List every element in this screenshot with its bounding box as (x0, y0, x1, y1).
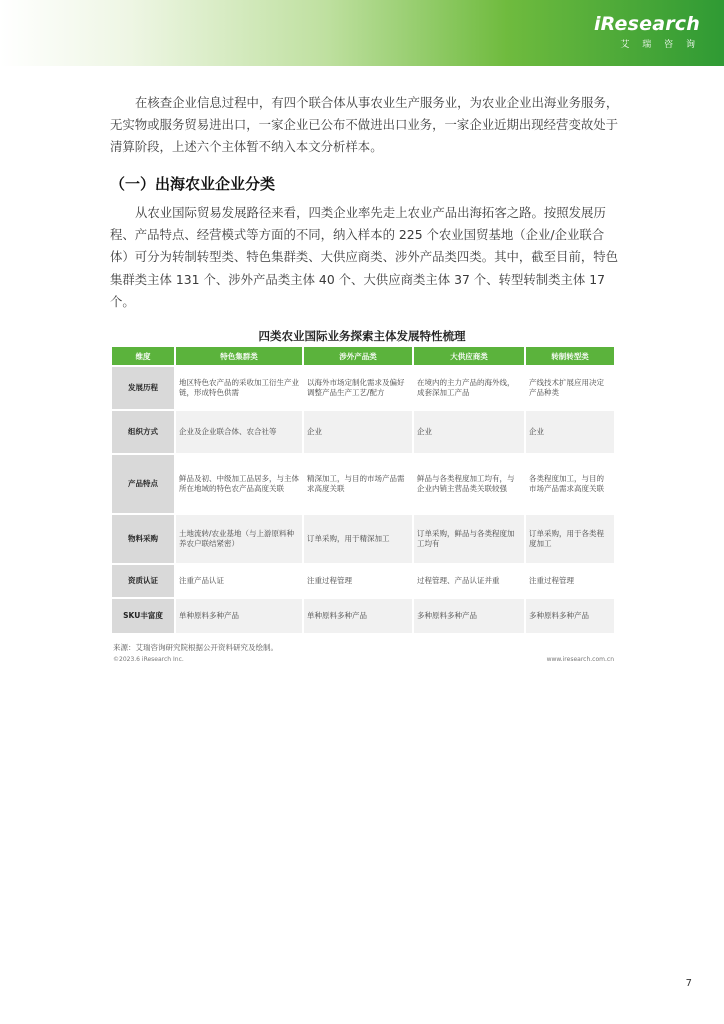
table-cell: 鲜品及初、中级加工品居多，与主体所在地域的特色农产品高度关联 (175, 454, 303, 514)
table-cell: 以海外市场定制化需求及偏好调整产品生产工艺/配方 (303, 366, 413, 410)
table-cell: 土地流转/农业基地（与上游原料种养农户联结紧密） (175, 514, 303, 564)
table-cell: 企业 (413, 410, 525, 454)
table-row (111, 454, 615, 514)
table-cell: 企业 (525, 410, 615, 454)
table-cell: 过程管理、产品认证并重 (413, 564, 525, 598)
logo-subtitle: 艾 瑞 咨 询 (620, 40, 700, 50)
header-cluster: 特色集群类 (175, 346, 303, 366)
table-cell: 产线技术扩展应用决定产品种类 (525, 366, 615, 410)
table-row (111, 366, 615, 410)
table-cell: 单种原料多种产品 (303, 598, 413, 634)
source-note: 来源：艾瑞咨询研究院根据公开资料研究及绘制。 (113, 643, 278, 652)
table-cell: 企业及企业联合体、农合社等 (175, 410, 303, 454)
header-band (0, 0, 724, 66)
header-transition: 转制转型类 (525, 346, 615, 366)
table-header-row (111, 346, 615, 366)
row-dimension: 产品特点 (111, 454, 175, 514)
row-dimension: 资质认证 (111, 564, 175, 598)
table-cell: 单种原料多种产品 (175, 598, 303, 634)
header-supplier: 大供应商类 (413, 346, 525, 366)
table-row (111, 564, 615, 598)
characteristics-table (110, 345, 616, 635)
table-title: 四类农业国际业务探索主体发展特性梳理 (258, 329, 466, 343)
table-cell: 地区特色农产品的采收加工衍生产业链，形成特色供需 (175, 366, 303, 410)
table-cell: 各类程度加工，与目的市场产品需求高度关联 (525, 454, 615, 514)
header-dimension: 维度 (111, 346, 175, 366)
table-cell: 精深加工，与目的市场产品需求高度关联 (303, 454, 413, 514)
table-cell: 注重过程管理 (525, 564, 615, 598)
table-cell: 多种原料多种产品 (413, 598, 525, 634)
row-dimension: SKU丰富度 (111, 598, 175, 634)
table-cell: 订单采购，鲜品与各类程度加工均有 (413, 514, 525, 564)
intro-paragraph: 在核查企业信息过程中，有四个联合体从事农业生产服务业，为农业企业出海业务服务，无实物或服务贸易进出口，一家企业已公布不做进出口业务，一家企业近期出现经营变故处于清算阶段，上述六个主体暂不纳入本文分析样本。 (110, 95, 619, 155)
header-foreign: 涉外产品类 (303, 346, 413, 366)
iresearch-logo (594, 13, 700, 50)
table-cell: 订单采购，用于精深加工 (303, 514, 413, 564)
table-cell: 多种原料多种产品 (525, 598, 615, 634)
row-dimension: 组织方式 (111, 410, 175, 454)
logo-name: iResearch (593, 13, 700, 35)
row-dimension: 发展历程 (111, 366, 175, 410)
table-cell: 在境内的主力产品的海外线，成套深加工产品 (413, 366, 525, 410)
copyright: ©2023.6 iResearch Inc. (113, 656, 184, 663)
table-cell: 注重产品认证 (175, 564, 303, 598)
section-paragraph: 从农业国际贸易发展路径来看，四类企业率先走上农业产品出海拓客之路。按照发展历程、产品特点、经营模式等方面的不同，纳入样本的 225 个农业国贸基地（企业/企业联合体）可分为转制转型类、特色集群类、大供应商类、涉外产品类四类。其中，截至目前，特色集群类主体 131 个、涉外产品类主体 40 个、大供应商类主体 37 个、转型转制类主体 17 个。 (110, 205, 619, 309)
table-cell: 订单采购，用于各类程度加工 (525, 514, 615, 564)
table-row (111, 514, 615, 564)
table-row (111, 410, 615, 454)
row-dimension: 物料采购 (111, 514, 175, 564)
website-url: www.iresearch.com.cn (546, 656, 614, 663)
table-cell: 鲜品与各类程度加工均有，与企业内销主营品类关联较强 (413, 454, 525, 514)
table-cell: 注重过程管理 (303, 564, 413, 598)
table-row (111, 598, 615, 634)
table-cell: 企业 (303, 410, 413, 454)
page-number: 7 (685, 978, 692, 989)
section-title: （一）出海农业企业分类 (110, 175, 276, 193)
